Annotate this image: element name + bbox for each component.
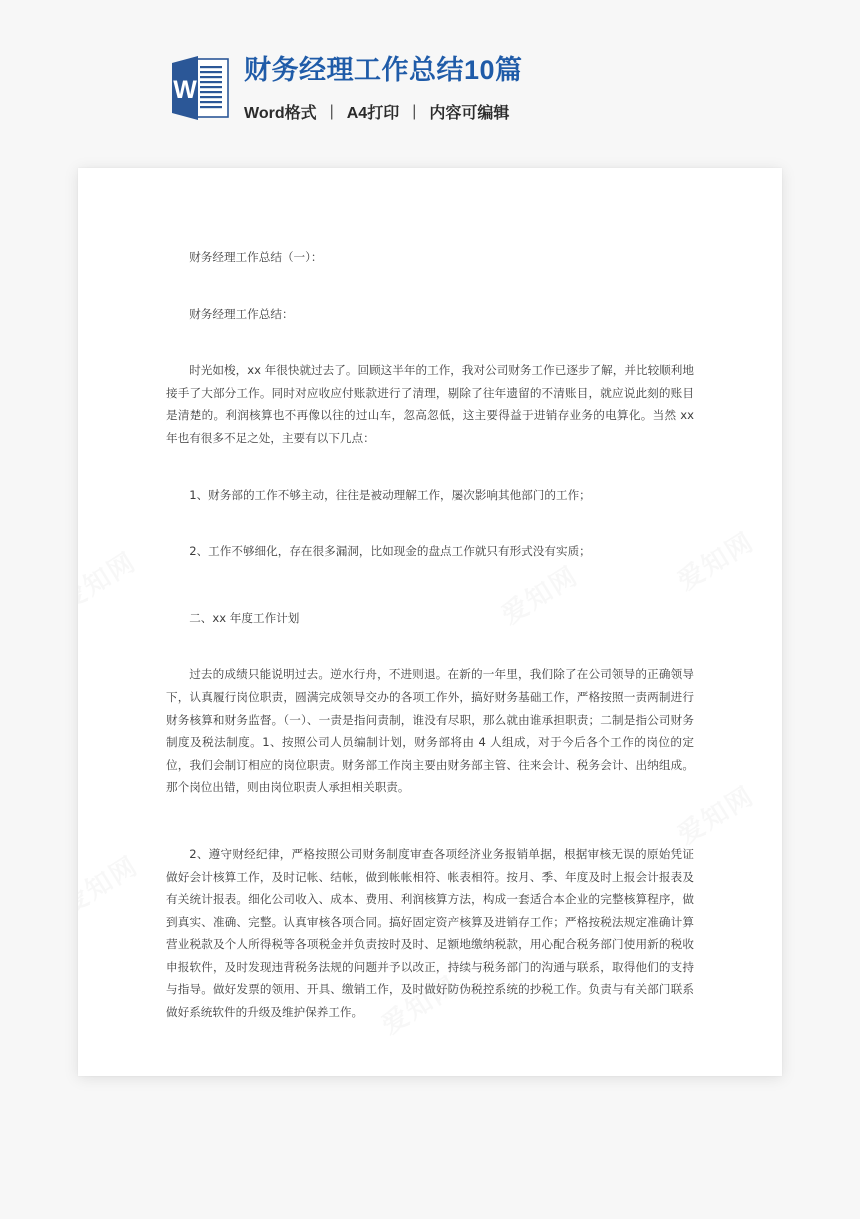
header-text-block [244, 55, 523, 123]
paper-sheet [78, 168, 782, 1076]
meta-separator-1: | [329, 102, 334, 120]
document-preview-page [78, 168, 782, 1076]
paragraph-intro: 时光如梭，xx 年很快就过去了。回顾这半年的工作，我对公司财务工作已逐步了解，并比较顺利地接手了大部分工作。同时对应收应付账款进行了清理，剔除了往年遗留的不清账目，就应说此刻的账目是清楚的。利润核算也不再像以往的过山车，忽高忽低，这主要得益于进销存业务的电算化。当然 xx 年也有很多不足之处，主要有以下几点： [166, 363, 694, 445]
section-heading-two: 二、xx 年度工作计划 [189, 610, 300, 625]
document-body [166, 246, 694, 1024]
meta-editable: 内容可编辑 [429, 105, 510, 123]
document-meta [244, 100, 523, 123]
meta-separator-2: | [412, 102, 417, 120]
word-document-icon [168, 53, 232, 127]
paragraph-subtitle: 财务经理工作总结： [189, 306, 294, 321]
watermark [78, 544, 143, 618]
paragraph-title-one: 财务经理工作总结（一）： [189, 250, 323, 264]
paragraph-list-item-2: 2、工作不够细化，存在很多漏洞，比如现金的盘点工作就只有形式没有实质； [189, 544, 591, 559]
paragraph-plan-body: 过去的成绩只能说明过去。逆水行舟，不进则退。在新的一年里，我们除了在公司领导的正确领导下，认真履行岗位职责，圆满完成领导交办的各项工作外，搞好财务基础工作，严格按照一责两制进行财务核算和财务监督。（一）、一责是指问责制，谁没有尽职，那么就由谁承担职责；二制是指公司财务制度及税法制度。1、按照公司人员编制计划，财务部将由 4 人组成，对于今后各个工作的岗位的定位，我们会制订相应的岗位职责。财务部工作岗主要由财务部主管、往来会计、税务会计、出纳组成。那个岗位出错，则由岗位职责人承担相关职责。 [166, 667, 694, 795]
paragraph-list-item-1: 1、财务部的工作不够主动，往往是被动理解工作，屡次影响其他部门的工作； [189, 487, 591, 502]
watermark [78, 848, 145, 922]
document-header [0, 0, 860, 168]
meta-print: A4打印 [346, 105, 400, 123]
svg-text:W: W [173, 76, 197, 104]
meta-format: Word格式 [244, 105, 317, 123]
paragraph-discipline-body: 2、遵守财经纪律，严格按照公司财务制度审查各项经济业务报销单据，根据审核无误的原始凭证做好会计核算工作，及时记帐、结帐，做到帐帐相符、帐表相符。按月、季、年度及时上报会计报表及有关统计报表。细化公司收入、成本、费用、利润核算方法，构成一套适合本企业的完整核算程序，做到真实、准确、完整。认真审核各项合同。搞好固定资产核算及进销存工作；严格按税法规定准确计算营业税款及个人所得税等各项税金并负责按时及时、足额地缴纳税款，用心配合税务部门使用新的税收申报软件，及时发现违背税务法规的问题并予以改正，持续与税务部门的沟通与联系，取得他们的支持与指导。做好发票的领用、开具、缴销工作，及时做好防伪税控系统的抄税工作。负责与有关部门联系做好系统软件的升级及维护保养工作。 [166, 846, 694, 1020]
header-inner [168, 53, 523, 127]
page-title: 财务经理工作总结10篇 [244, 55, 523, 85]
